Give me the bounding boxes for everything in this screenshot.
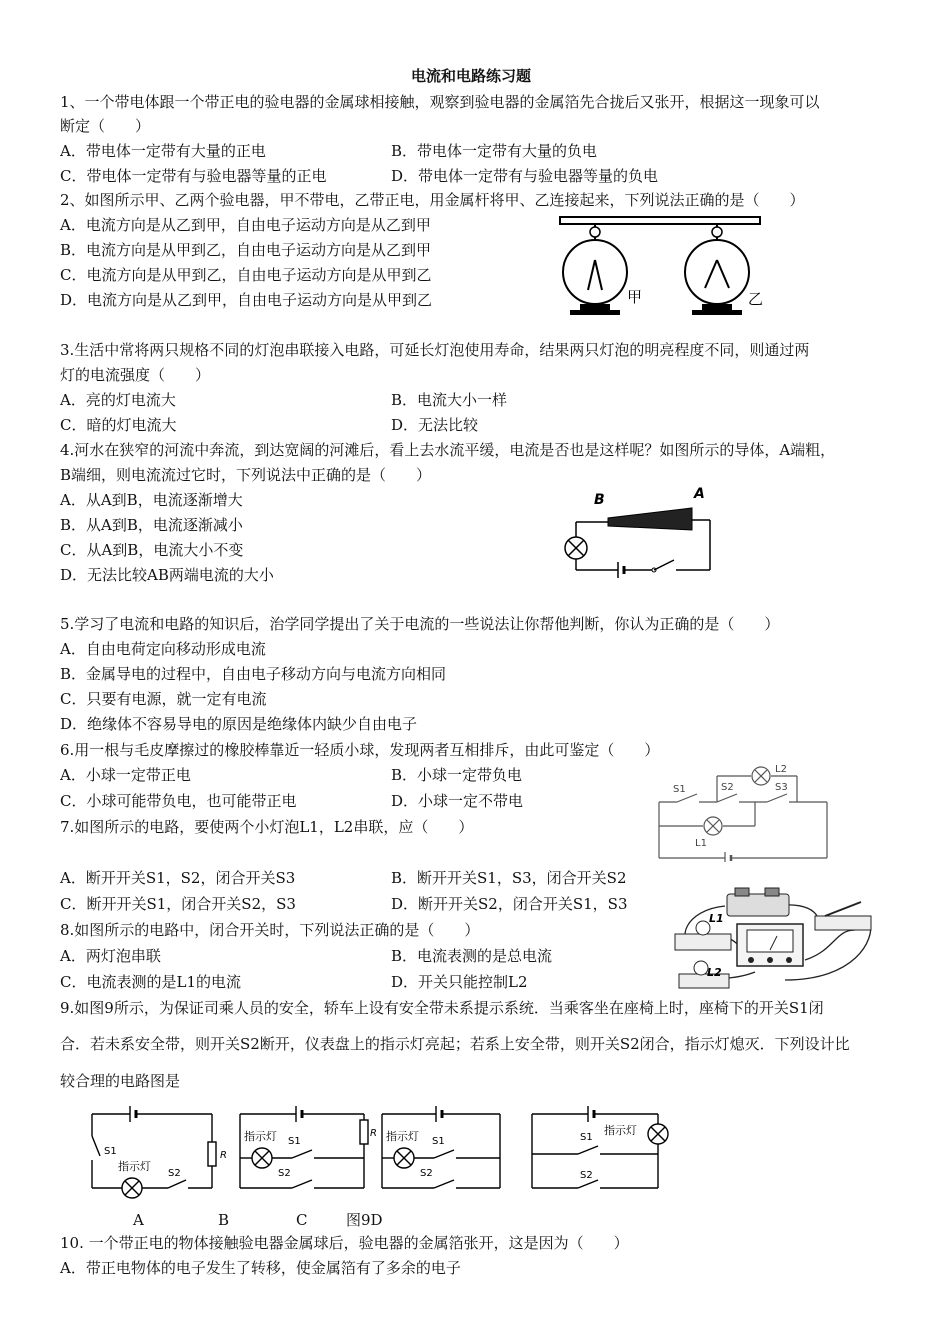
label-s2: S2 xyxy=(721,782,734,793)
q9-label-c: C xyxy=(296,1211,308,1229)
b-label-lamp: 指示灯 xyxy=(244,1130,277,1143)
b-label-s2: S2 xyxy=(278,1168,291,1179)
label-a: A xyxy=(694,486,705,502)
a-label-lamp: 指示灯 xyxy=(118,1160,151,1173)
q5-option-c: C．只要有电源，就一定有电流 xyxy=(60,690,267,708)
q9-line3: 较合理的电路图是 xyxy=(60,1072,181,1090)
electroscope-yi xyxy=(685,224,749,315)
q8-option-c: C．电流表测的是L1的电流 xyxy=(60,973,241,991)
circuit-c xyxy=(382,1106,500,1188)
q3-stem-line2: 灯的电流强度（ ） xyxy=(60,366,211,384)
q2-stem: 2、如图所示甲、乙两个验电器，甲不带电，乙带正电，用金属杆将甲、乙连接起来，下列说法正确的是（ ） xyxy=(60,191,805,209)
q8-stem: 8.如图所示的电路中，闭合开关时，下列说法正确的是（ ） xyxy=(60,921,480,939)
q5-stem: 5.学习了电流和电路的知识后，治学同学提出了关于电流的一些说法让你帮他判断，你认为正确的是（ ） xyxy=(60,615,780,633)
circuit-d xyxy=(532,1106,658,1188)
q1-option-b: B．带电体一定带有大量的负电 xyxy=(391,142,598,160)
c-label-s1: S1 xyxy=(432,1136,445,1147)
a-label-r: R xyxy=(220,1150,227,1161)
q9-label-a: A xyxy=(133,1211,144,1229)
q5-option-b: B．金属导电的过程中，自由电子移动方向与电流方向相同 xyxy=(60,665,447,683)
q3-option-c: C．暗的灯电流大 xyxy=(60,416,177,434)
c-label-s2: S2 xyxy=(420,1168,433,1179)
label-l1: L1 xyxy=(695,838,707,849)
q4-conductor-figure xyxy=(560,482,720,582)
q4-stem-line2: B端细，则电流流过它时，下列说法中正确的是（ ） xyxy=(60,466,432,484)
d-label-s2: S2 xyxy=(580,1170,593,1181)
c-label-lamp: 指示灯 xyxy=(386,1130,419,1143)
q2-option-c: C．电流方向是从甲到乙，自由电子运动方向是从甲到乙 xyxy=(60,266,432,284)
label-s3: S3 xyxy=(775,782,788,793)
label-b: B xyxy=(594,492,605,508)
q1-option-d: D．带电体一定带有与验电器等量的负电 xyxy=(391,167,659,185)
d-label-s1: S1 xyxy=(580,1132,593,1143)
q4-option-c: C．从A到B，电流大小不变 xyxy=(60,541,244,559)
q3-option-d: D．无法比较 xyxy=(391,416,479,434)
q6-option-d: D．小球一定不带电 xyxy=(391,792,524,810)
q1-stem-line2: 断定（ ） xyxy=(60,117,151,135)
q3-option-b: B．电流大小一样 xyxy=(391,391,508,409)
q10-stem: 10. 一个带正电的物体接触验电器金属球后，验电器的金属箔张开，这是因为（ ） xyxy=(60,1234,629,1252)
q8-option-b: B．电流表测的是总电流 xyxy=(391,947,553,965)
q7-option-b: B．断开开关S1，S3，闭合开关S2 xyxy=(391,869,627,887)
q8-option-d: D．开关只能控制L2 xyxy=(391,973,528,991)
circuit-b xyxy=(240,1106,368,1188)
q1-option-c: C．带电体一定带有与验电器等量的正电 xyxy=(60,167,327,185)
a-label-s1: S1 xyxy=(104,1146,117,1157)
q10-option-a: A．带正电物体的电子发生了转移，使金属箔有了多余的电子 xyxy=(60,1259,461,1277)
a-label-s2: S2 xyxy=(168,1168,181,1179)
q5-option-d: D．绝缘体不容易导电的原因是绝缘体内缺少自由电子 xyxy=(60,715,418,733)
q4-option-d: D．无法比较AB两端电流的大小 xyxy=(60,566,274,584)
q6-option-a: A．小球一定带正电 xyxy=(60,766,191,784)
q2-electroscope-figure xyxy=(555,212,770,322)
d-label-lamp: 指示灯 xyxy=(604,1124,637,1137)
q2-option-b: B．电流方向是从甲到乙，自由电子运动方向是从乙到甲 xyxy=(60,241,432,259)
label-jia: 甲 xyxy=(627,288,643,306)
q6-option-c: C．小球可能带负电，也可能带正电 xyxy=(60,792,297,810)
q4-option-a: A．从A到B，电流逐渐增大 xyxy=(60,491,243,509)
electroscope-jia xyxy=(563,224,627,315)
q4-stem-line1: 4.河水在狭窄的河流中奔流，到达宽阔的河滩后，看上去水流平缓，电流是否也是这样呢？如图所示的导体，A端粗， xyxy=(60,441,836,459)
q8-physical-circuit-figure xyxy=(665,880,880,992)
q9-line1: 9.如图9所示，为保证司乘人员的安全，轿车上设有安全带未系提示系统．当乘客坐在座椅上时，座椅下的开关S1闭 xyxy=(60,999,824,1017)
q7-stem: 7.如图所示的电路，要使两个小灯泡L1，L2串联，应（ ） xyxy=(60,818,474,836)
q9-circuit-diagrams xyxy=(80,1100,680,1206)
q7-option-d: D．断开开关S2，闭合开关S1，S3 xyxy=(391,895,628,913)
q1-option-a: A．带电体一定带有大量的正电 xyxy=(60,142,266,160)
q3-stem-line1: 3.生活中常将两只规格不同的灯泡串联接入电路，可延长灯泡使用寿命，结果两只灯泡的明亮程度不同，则通过两 xyxy=(60,341,810,359)
q9-label-d: 图9D xyxy=(346,1211,383,1229)
label-l2: L2 xyxy=(707,966,722,979)
q9-line2: 合．若未系安全带，则开关S2断开，仪表盘上的指示灯亮起；若系上安全带，则开关S2闭合，指示灯熄灭．下列设计比 xyxy=(60,1035,850,1053)
q7-circuit-figure xyxy=(655,762,835,862)
q5-option-a: A．自由电荷定向移动形成电流 xyxy=(60,640,266,658)
q8-option-a: A．两灯泡串联 xyxy=(60,947,161,965)
q2-option-a: A．电流方向是从乙到甲，自由电子运动方向是从乙到甲 xyxy=(60,216,431,234)
b-label-r: R xyxy=(370,1128,377,1139)
b-label-s1: S1 xyxy=(288,1136,301,1147)
label-yi: 乙 xyxy=(748,290,764,308)
q1-stem-line1: 1、一个带电体跟一个带正电的验电器的金属球相接触，观察到验电器的金属箔先合拢后又张开，根据这一现象可以 xyxy=(60,93,820,111)
q6-option-b: B．小球一定带负电 xyxy=(391,766,523,784)
q6-stem: 6.用一根与毛皮摩擦过的橡胶棒靠近一轻质小球，发现两者互相排斥，由此可鉴定（ ） xyxy=(60,741,660,759)
page-title: 电流和电路练习题 xyxy=(411,67,532,85)
q7-option-a: A．断开开关S1，S2，闭合开关S3 xyxy=(60,869,296,887)
label-s1: S1 xyxy=(673,784,686,795)
q4-option-b: B．从A到B，电流逐渐减小 xyxy=(60,516,243,534)
q9-label-b: B xyxy=(218,1211,230,1229)
q3-option-a: A．亮的灯电流大 xyxy=(60,391,176,409)
label-l2: L2 xyxy=(775,764,787,775)
label-l1: L1 xyxy=(709,912,724,925)
q2-option-d: D．电流方向是从乙到甲，自由电子运动方向是从甲到乙 xyxy=(60,291,433,309)
q7-option-c: C．断开开关S1，闭合开关S2，S3 xyxy=(60,895,296,913)
